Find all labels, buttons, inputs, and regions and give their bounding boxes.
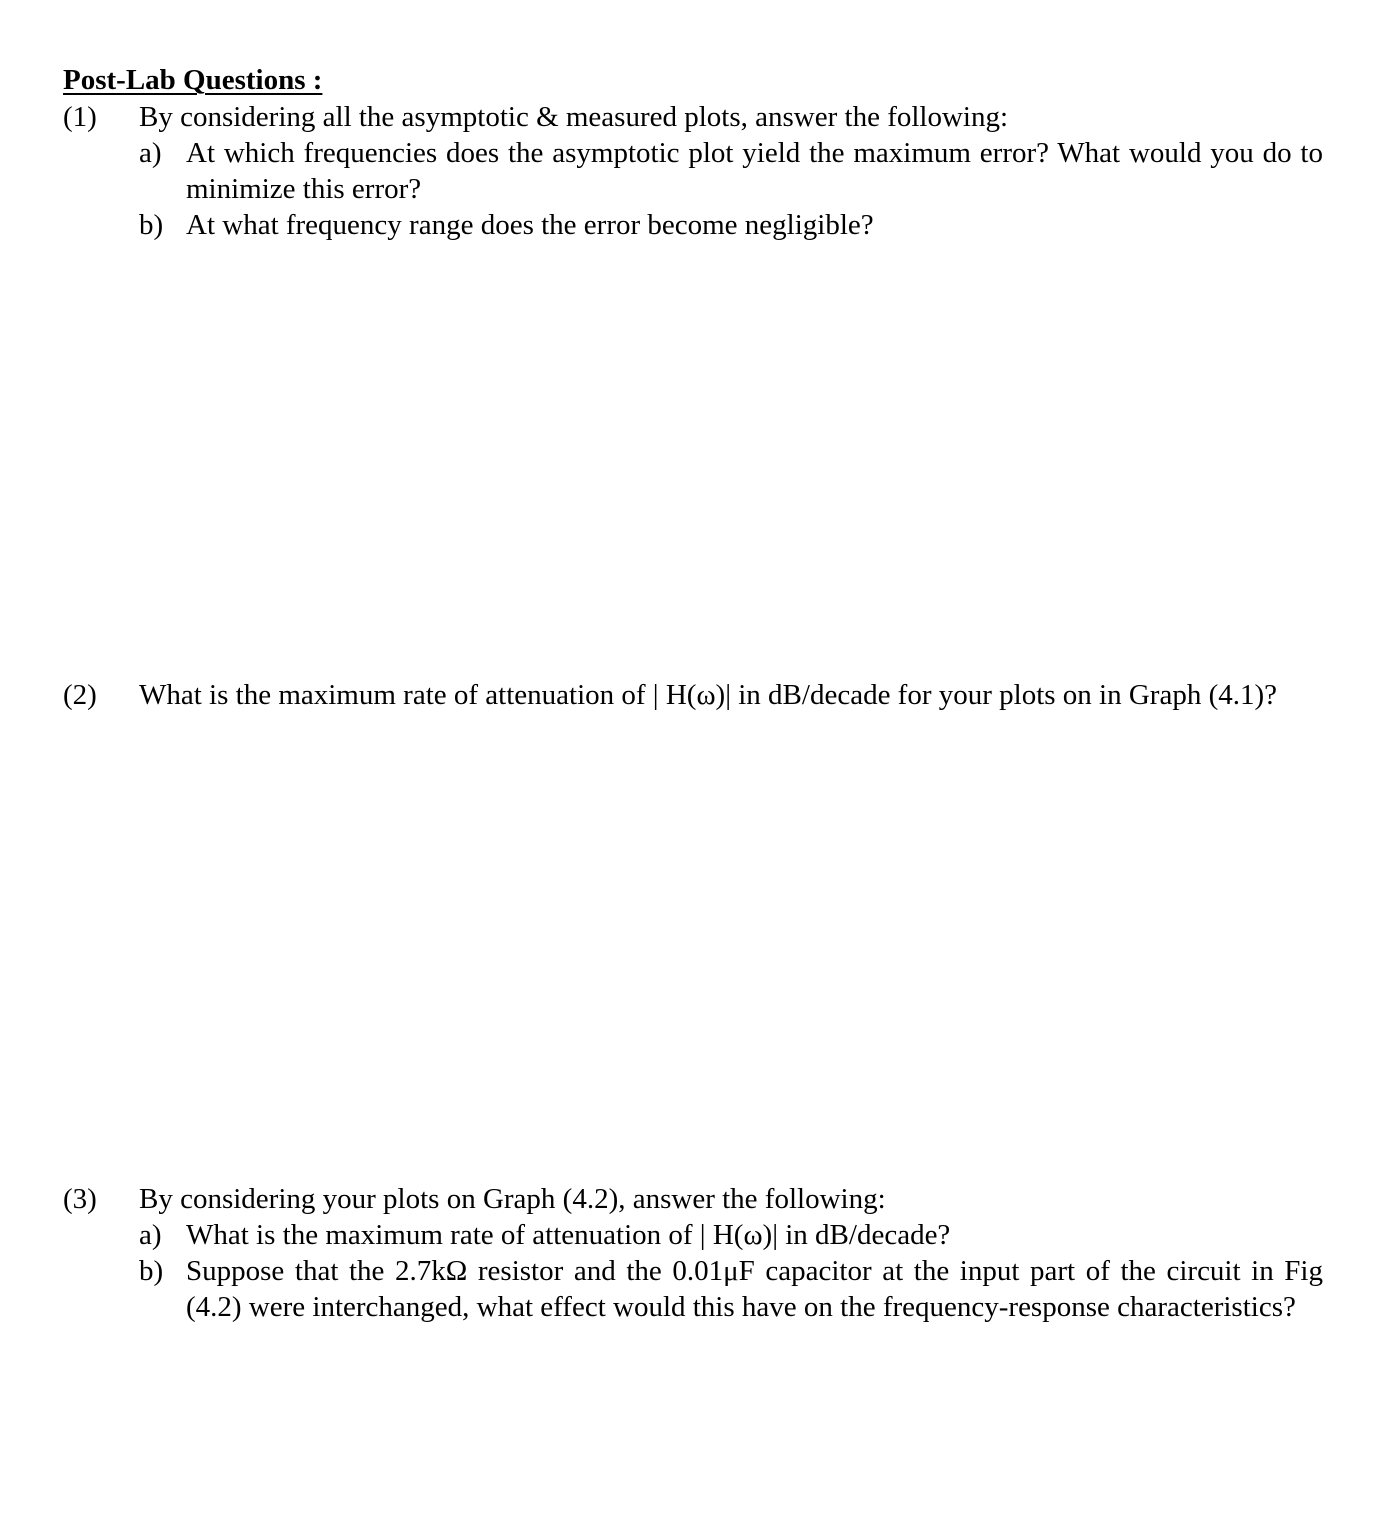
question-2: [63, 677, 1323, 713]
sub-question-a: [139, 135, 1323, 207]
sub-question-list: [139, 135, 1323, 243]
sub-question-letter: b): [139, 1255, 164, 1287]
question-text: What is the maximum rate of attenuation of | H(ω)| in dB/decade for your plots on in Graph (4.1)?: [139, 679, 1278, 711]
sub-question-letter: b): [139, 209, 164, 241]
sub-question-letter: a): [139, 137, 162, 169]
sub-question-letter: a): [139, 1219, 162, 1251]
question-text: By considering all the asymptotic & measured plots, answer the following:: [139, 101, 1009, 133]
question-number: (3): [63, 1183, 97, 1215]
sub-question-text: At what frequency range does the error become negligible?: [186, 209, 874, 241]
question-number: (2): [63, 679, 97, 711]
sub-question-list: [139, 1217, 1323, 1325]
sub-question-text: Suppose that the 2.7kΩ resistor and the 0.01μF capacitor at the input part of the circuit in Fig (4.2) were interchanged, what effect would this have on the frequency-response characteristics?: [186, 1255, 1323, 1323]
question-1: [63, 99, 1323, 243]
sub-question-text: What is the maximum rate of attenuation of | H(ω)| in dB/decade?: [186, 1219, 951, 1251]
question-text: By considering your plots on Graph (4.2), answer the following:: [139, 1183, 886, 1215]
question-number: (1): [63, 101, 97, 133]
sub-question-b: [139, 207, 1323, 243]
sub-question-a: [139, 1217, 1323, 1253]
question-3: [63, 1181, 1323, 1325]
sub-question-text: At which frequencies does the asymptotic plot yield the maximum error? What would you do to minimize this error?: [186, 137, 1323, 205]
section-heading: Post-Lab Questions :: [63, 64, 323, 96]
sub-question-b: [139, 1253, 1323, 1325]
